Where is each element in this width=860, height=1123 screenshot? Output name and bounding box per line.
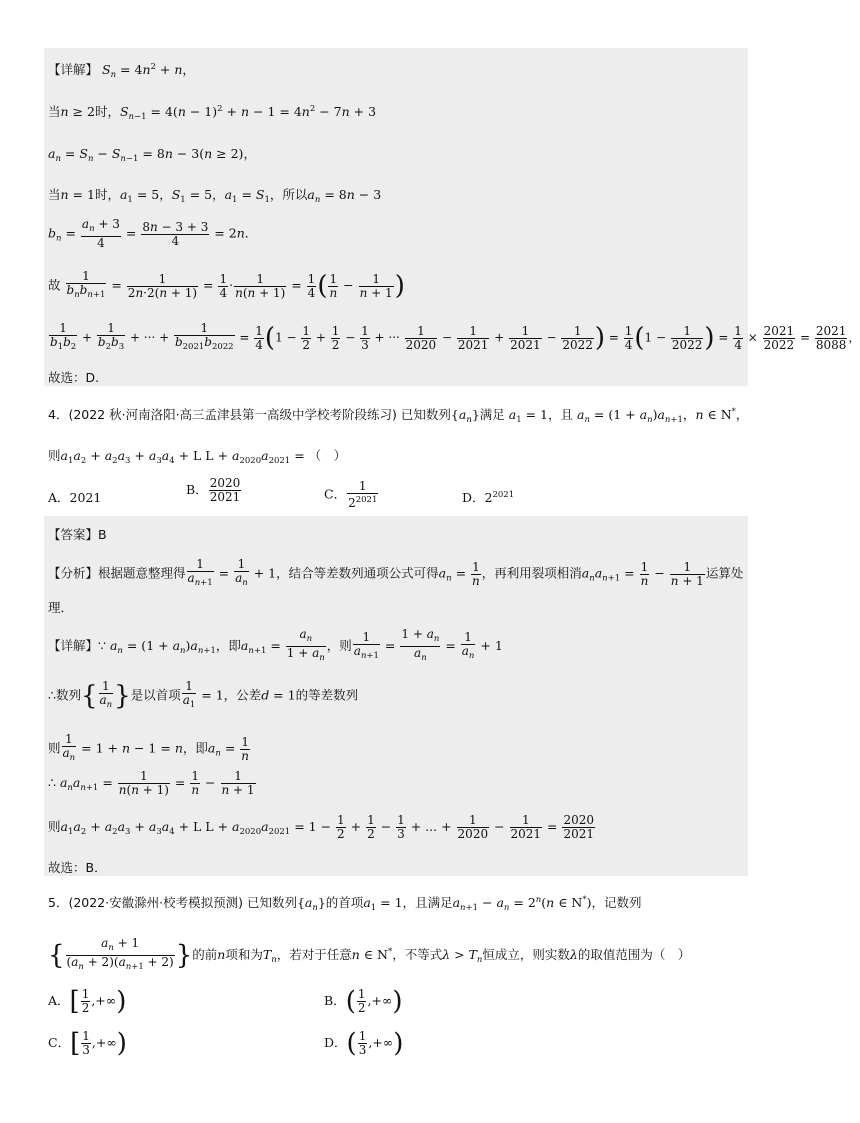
detail-line-6: 故 $\frac{1}{b_nb_{n+1}}$ = $\frac{1}{2n\cdot 2(n + 1)}$ = $\frac{1}{4}$ · $\frac{1}{n(n + 1)}$ = $\frac{1}{4}$ ( $\frac{1}{n}$ − $\frac{1}{n + 1}$ )	[48, 269, 405, 301]
q4-option-d: D．$2^{2021}$	[462, 490, 515, 505]
detail-label: 【详解】	[48, 62, 99, 77]
q4-detail-4: ∴ $a_na_{n+1}$ = $\frac{1}{n(n + 1)}$ = $\frac{1}{n}$ − $\frac{1}{n + 1}$	[48, 769, 255, 797]
q4-stem-2: 则$a_1a_2 + a_2a_3 + a_3a_4 + L$ $L + a_{2020}a_{2021}$ = （ ）	[48, 448, 347, 466]
q4-analysis: 【分析】根据题意整理得 $\frac{1}{a_{n+1}}$ = $\frac{1}{a_n}$ + 1，结合等差数列通项公式可得$a_n$ = $\frac{1}{n}$ ，再利用裂项相消$a_na_{n+1}$ = $\frac{1}{n}$ − $\frac{1}{n + 1}$ 运算处	[48, 557, 744, 588]
choose-line-q4: 故选：B．	[48, 860, 107, 875]
q4-detail-1: 【详解】∵ $a_n = (1 + a_n)a_{n+1}$，即$a_{n+1}$ = $\frac{a_n}{1 + a_n}$ ，则 $\frac{1}{a_{n+1}}$ = $\frac{1 + a_n}{a_n}$ = $\frac{1}{a_n}$ + 1	[48, 627, 503, 663]
analysis-label: 【分析】	[48, 565, 99, 581]
q4-stem: 4．(2022 秋·河南洛阳·高三孟津县第一高级中学校考阶段练习) 已知数列$\{a_n\}$满足 $a_1 = 1$，且 $a_n = (1 + a_n)a_{n+1}$，n ∈ N*，	[48, 407, 749, 425]
q5-option-d: D．( $\frac{1}{3}$ ,+∞)	[324, 1028, 404, 1059]
detail-line-2: 当n ≥ 2时，$S_{n-1} = 4(n - 1)^2 + n - 1 = 4n^2 - 7n + 3$	[48, 104, 377, 122]
q5-stem-2: { $\frac{a_n + 1}{(a_n + 2)(a_{n+1} + 2)}$ }的前n项和为$T_n$，若对于任意n ∈ N*，不等式$\lambda > T_n$恒成立，则实数λ的取值范围为（ ）	[48, 936, 691, 972]
q5-option-c: C．[ $\frac{1}{3}$ ,+∞)	[48, 1028, 127, 1059]
q4-detail-5: 则$a_1a_2 + a_2a_3 + a_3a_4 + L$ $L + a_{2020}a_{2021} = 1$ − $\frac{1}{2}$ + $\frac{1}{2}$ − $\frac{1}{3}$ + ... + $\frac{1}{2020}$ − $\frac{1}{2021}$ = $\frac{2020}{2021}$	[48, 813, 595, 841]
answer-value: B	[98, 527, 107, 542]
q4-option-b: B． $\frac{2020}{2021}$	[186, 476, 241, 504]
detail-line-1: 【详解】 $S_n = 4n^2 + n$，	[48, 62, 195, 80]
detail-line-3: $a_n = S_n - S_{n-1} = 8n - 3(n \ge 2)$，	[48, 146, 256, 164]
q5-option-b: B．( $\frac{1}{2}$ ,+∞)	[324, 986, 403, 1017]
q5-stem: 5．(2022·安徽滁州·校考模拟预测) 已知数列$\{a_n\}$的首项$a_1 = 1$，且满足$a_{n+1} - a_n = 2^n(n$ ∈ N*)，记数列	[48, 895, 642, 913]
detail-line-5: $b_n$ = $\frac{a_n + 3}{4}$ = $\frac{8n - 3 + 3}{4}$ = 2n．	[48, 217, 258, 250]
q4-option-a: A．2021	[48, 490, 102, 505]
q4-option-c: C． $\frac{1}{2^{2021}}$	[324, 479, 378, 510]
answer-label: 【答案】	[48, 527, 99, 542]
q4-detail-2: ∴数列{ $\frac{1}{a_n}$ }是以首项 $\frac{1}{a_1}$ = 1，公差d = 1的等差数列	[48, 679, 359, 711]
q4-analysis-2: 理．	[48, 600, 74, 615]
detail-label-q4: 【详解】	[48, 638, 99, 653]
detail-line-4: 当n = 1时，$a_1 = 5$，$S_1 = 5$，$a_1 = S_1$，所以$a_n = 8n - 3$	[48, 187, 382, 205]
choose-line-q3: 故选：D.	[48, 370, 100, 385]
q5-option-a: A．[ $\frac{1}{2}$ ,+∞)	[48, 986, 127, 1017]
q4-answer	[48, 525, 107, 543]
detail-line-7: $\frac{1}{b_1b_2}$ + $\frac{1}{b_2b_3}$ + ··· + $\frac{1}{b_{2021}b_{2022}}$ = $\frac{1}{4}$ (1 − $\frac{1}{2}$ + $\frac{1}{2}$ − $\frac{1}{3}$ + ··· $\frac{1}{2020}$ − $\frac{1}{2021}$ + $\frac{1}{2021}$ − $\frac{1}{2022}$ ) = $\frac{1}{4}$ (1 − $\frac{1}{2022}$ ) = $\frac{1}{4}$ × $\frac{2021}{2022}$ = $\frac{2021}{8088}$ ，	[50, 321, 860, 353]
q4-detail-3: 则 $\frac{1}{a_n}$ = 1 + n − 1 = n，即$a_n$ = $\frac{1}{n}$	[48, 732, 249, 763]
